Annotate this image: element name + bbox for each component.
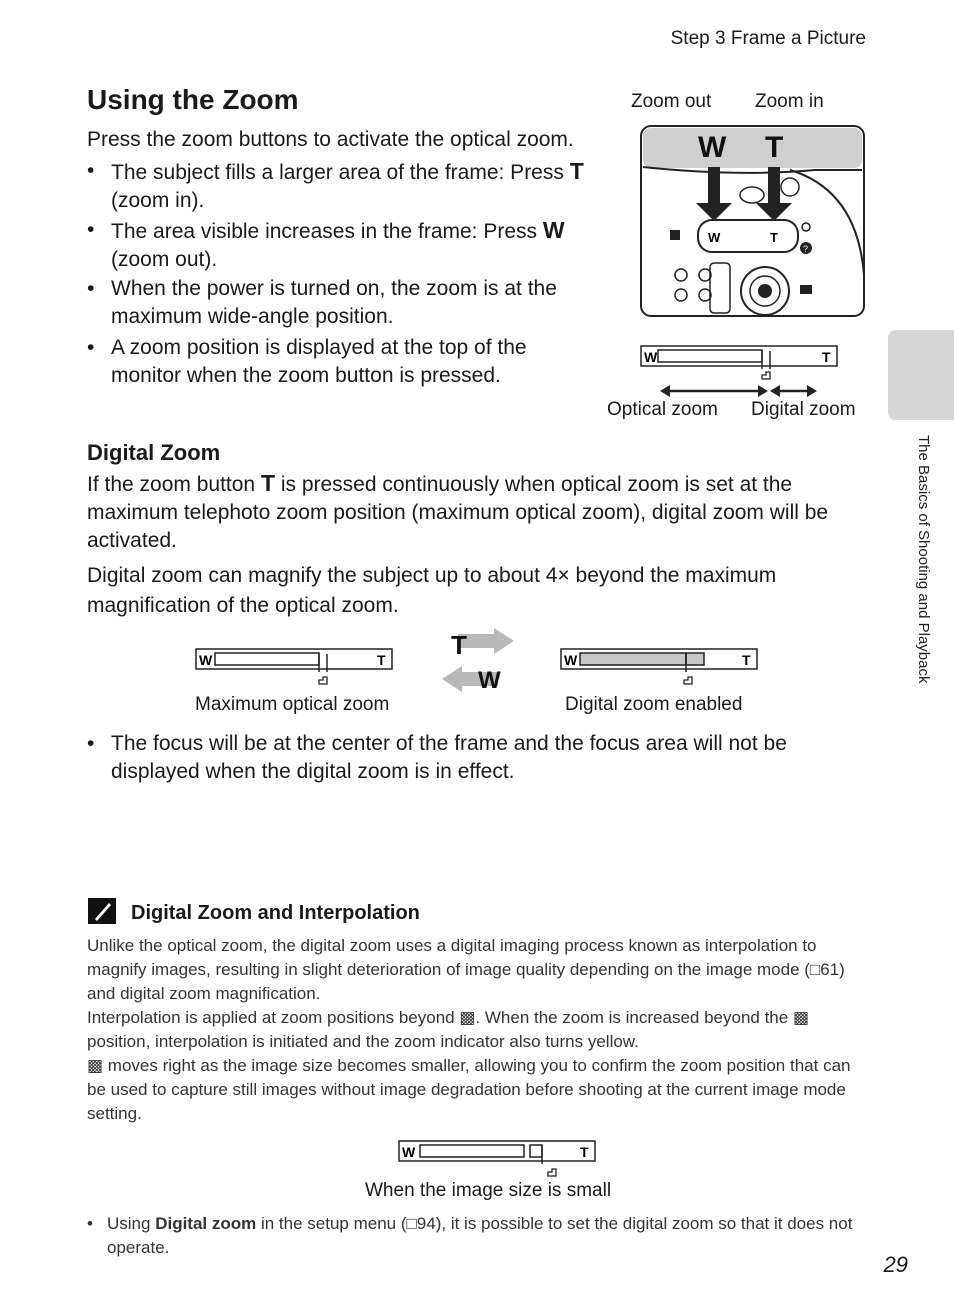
paragraph: If the zoom button T is pressed continuously when optical zoom is set at the maximum telephoto zoom position (maximum optical zoom), digital zoom will be activated. bbox=[87, 470, 829, 552]
tw-arrows bbox=[438, 628, 518, 694]
section-header: Step 3 Frame a Picture bbox=[670, 28, 866, 49]
movie-icon bbox=[800, 285, 812, 294]
size-marker-icon bbox=[548, 1169, 556, 1176]
intro-text: Press the zoom buttons to activate the optical zoom. bbox=[87, 128, 574, 151]
right-arrow-icon bbox=[758, 385, 768, 397]
w-button-label: W bbox=[708, 230, 721, 245]
size-marker-icon: ▩ bbox=[87, 1056, 104, 1075]
digital-enabled-indicator bbox=[560, 648, 760, 690]
svg-text:W: W bbox=[402, 1144, 416, 1160]
section-heading: Digital Zoom bbox=[87, 440, 221, 465]
side-tab-label: The Basics of Shooting and Playback bbox=[915, 435, 932, 684]
camera-illustration bbox=[640, 125, 866, 318]
note-paragraph: Interpolation is applied at zoom positions beyond ▩. When the zoom is increased beyond the ▩ position, interpolation is initiated and the zoom indicator also turns yellow. bbox=[87, 1008, 809, 1051]
optical-zoom-label: Optical zoom bbox=[607, 399, 718, 420]
size-marker-icon bbox=[684, 677, 692, 684]
page-number: 29 bbox=[883, 1252, 908, 1277]
svg-text:T: T bbox=[377, 652, 386, 668]
t-indicator-label: T bbox=[822, 349, 831, 365]
side-tab bbox=[888, 330, 954, 420]
note-paragraph: ▩ moves right as the image size becomes smaller, allowing you to confirm the zoom position that can be used to capture still images without image degradation before shooting at the current image mode setting. bbox=[87, 1056, 851, 1123]
svg-text:?: ? bbox=[803, 244, 809, 254]
paragraph: Digital zoom can magnify the subject up to about 4× beyond the maximum magnification of the optical zoom. bbox=[87, 564, 777, 617]
size-marker-icon bbox=[762, 372, 770, 379]
list-item: • The focus will be at the center of the frame and the focus area will not be displayed when the digital zoom is in effect. bbox=[87, 732, 787, 783]
max-optical-label: Maximum optical zoom bbox=[195, 694, 390, 715]
zoom-in-label: Zoom in bbox=[755, 91, 824, 112]
svg-text:W: W bbox=[564, 652, 578, 668]
svg-text:T: T bbox=[580, 1144, 589, 1160]
note-bullet: • Using Digital zoom in the setup menu (□94), it is possible to set the digital zoom so that it does not operate. bbox=[87, 1214, 853, 1257]
left-arrow-icon bbox=[442, 666, 462, 692]
svg-text:T: T bbox=[742, 652, 751, 668]
book-icon: □ bbox=[809, 960, 821, 979]
note-paragraph: Unlike the optical zoom, the digital zoom uses a digital imaging process known as interpolation to magnify images, resulting in slight deterioration of image quality depending on the image mode (□61) and digital zoom magnification. bbox=[87, 936, 845, 1003]
small-size-label: When the image size is small bbox=[365, 1180, 612, 1201]
note-title: Digital Zoom and Interpolation bbox=[131, 902, 420, 924]
list-item: • The subject fills a larger area of the frame: Press T (zoom in). bbox=[87, 158, 584, 212]
zoom-indicator-diagram bbox=[640, 345, 840, 400]
max-optical-indicator bbox=[195, 648, 395, 690]
size-marker-icon: ▩ bbox=[792, 1008, 809, 1027]
digital-zoom-label: Digital zoom bbox=[751, 399, 856, 420]
right-arrow-icon bbox=[494, 628, 514, 654]
big-w-label: W bbox=[698, 131, 727, 164]
list-item: • When the power is turned on, the zoom is at the maximum wide-angle position. bbox=[87, 277, 557, 328]
zoom-out-label: Zoom out bbox=[631, 91, 712, 112]
t-button-label: T bbox=[770, 230, 778, 245]
svg-text:W: W bbox=[199, 652, 213, 668]
book-icon: □ bbox=[406, 1214, 417, 1233]
page-title: Using the Zoom bbox=[87, 84, 299, 115]
size-marker-icon: ▩ bbox=[459, 1008, 476, 1027]
svg-text:T: T bbox=[451, 630, 467, 660]
small-size-indicator bbox=[398, 1140, 598, 1182]
size-marker-icon bbox=[319, 677, 327, 684]
digital-enabled-label: Digital zoom enabled bbox=[565, 694, 743, 715]
w-indicator-label: W bbox=[644, 349, 658, 365]
list-item: • The area visible increases in the frame: Press W (zoom out). bbox=[87, 217, 565, 271]
big-t-label: T bbox=[765, 131, 784, 164]
left-arrow-icon bbox=[660, 385, 670, 397]
list-item: • A zoom position is displayed at the top of the monitor when the zoom button is pressed. bbox=[87, 336, 527, 387]
note-check-icon bbox=[87, 897, 119, 927]
grid-icon bbox=[670, 230, 680, 240]
svg-text:W: W bbox=[478, 667, 501, 694]
